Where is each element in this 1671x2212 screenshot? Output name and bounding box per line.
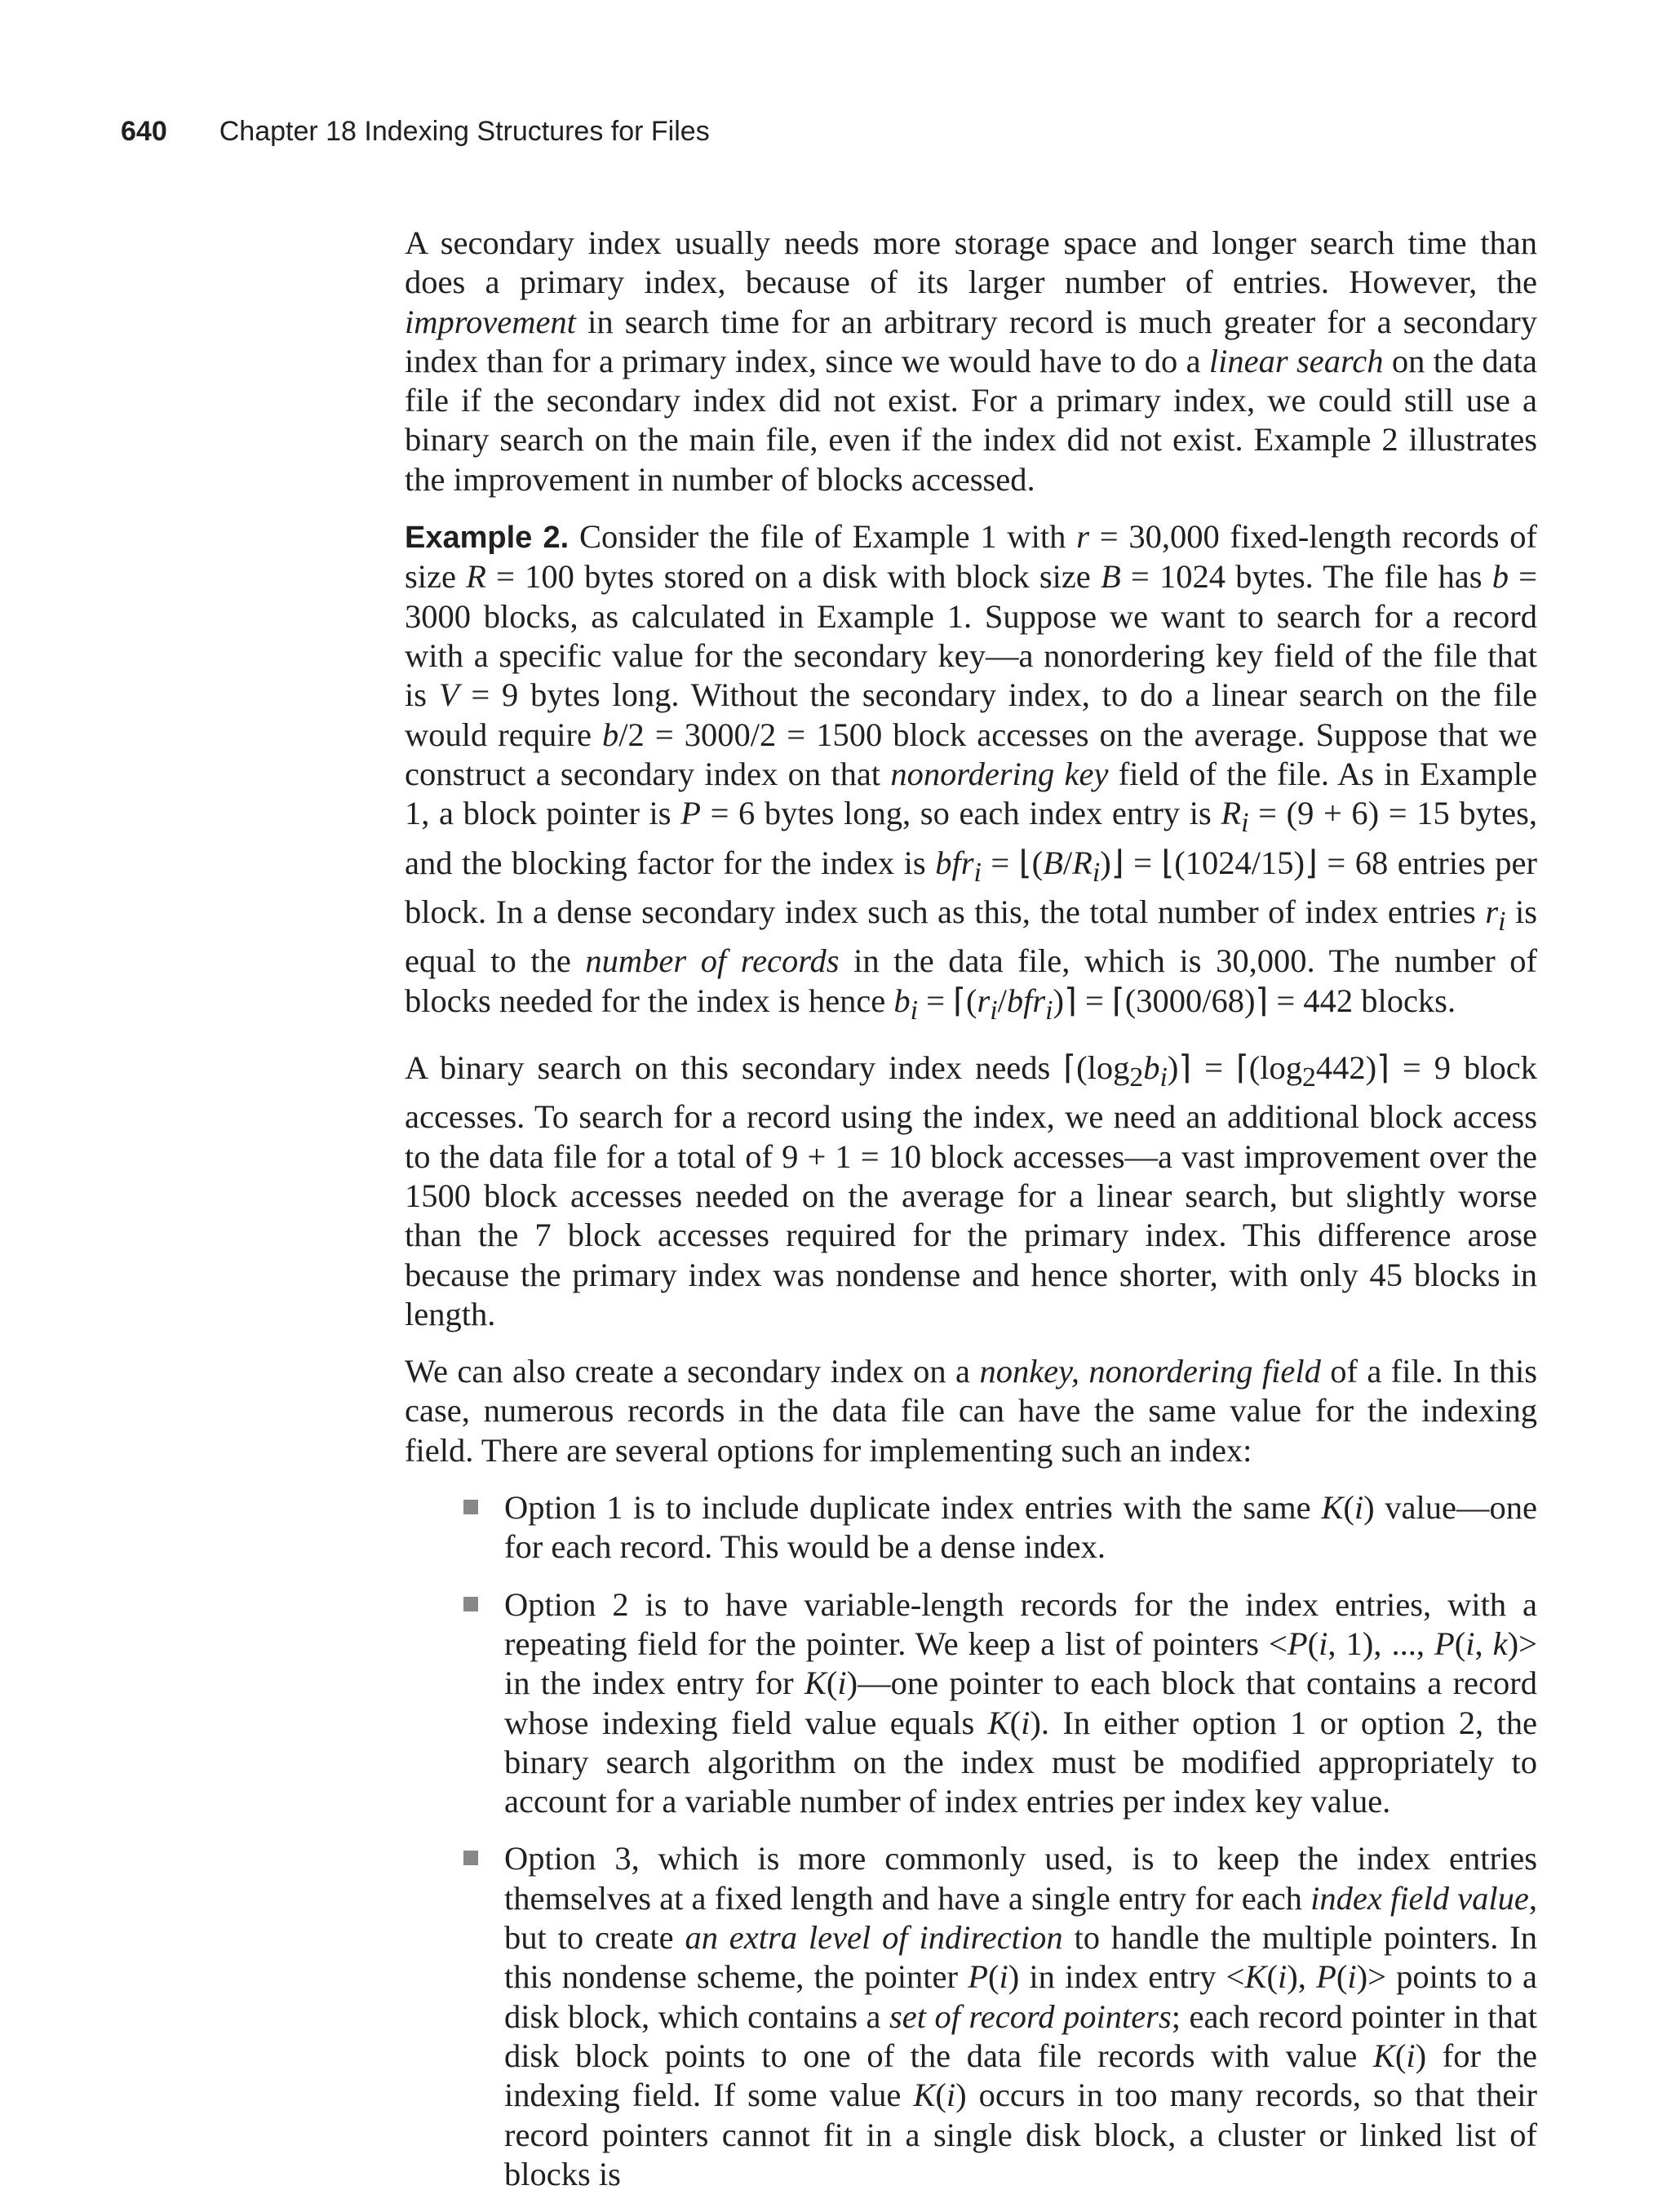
running-header (121, 116, 710, 148)
example-label: Example 2. (405, 521, 570, 556)
list-item-option-2: Option 2 is to have variable-length records for the index entries, with a repeating field for the pointer. We keep a list of pointers <P(i, 1), ..., P(i, k)> in the index entry for K(i)—one pointer to each block that contains a record whose indexing field value equals K(i). In either option 1 or option 2, the binary search algorithm on the index must be modified appropriately to account for a variable number of index entries per index key value. (504, 1585, 1537, 1822)
list-item-option-1: Option 1 is to include duplicate index entries with the same K(i) value—one for each record. This would be a dense index. (504, 1488, 1537, 1567)
chapter-title: Chapter 18 Indexing Structures for Files (219, 116, 710, 147)
options-list (405, 1488, 1537, 2194)
paragraph-nonkey-index: We can also create a secondary index on a nonkey, nonordering field of a file. In this case, numerous records in the data file can have the same value for the indexing field. There are several options for implementing such an index: (405, 1353, 1537, 1469)
page-number: 640 (121, 116, 167, 147)
paragraph-example-2: Example 2. Consider the file of Example 1 with r = 30,000 fixed-length records of size R = 100 bytes stored on a disk with block size B = 1024 bytes. The file has b = 3000 blocks, as calculated in Example 1. Suppose we want to search for a record with a specific value for the secondary key—a nonordering key field of the file that is V = 9 bytes long. Without the secondary index, to do a linear search on the file would require b/2 = 3000/2 = 1500 block accesses on the average. Suppose that we construct a secondary index on that nonordering key field of the file. As in Example 1, a block pointer is P = 6 bytes long, so each index entry is $R_i = (9 + 6) = 15$ bytes, and the blocking factor for the index is $bfr_i = ⌊(B/R_i)⌋$ = ⌊(1024/15)⌋ = 68 entries per block. In a dense secondary index such as this, the total number of index entries $r_i$ is equal to the number of records in the data file, which is 30,000. The number of blocks needed for the index is hence $b_i$ = $⌈(r_i/bfr_i)⌉$ = ⌈(3000/68)⌉ = 442 blocks. (405, 518, 1538, 1026)
paragraph-binary-search: A binary search on this secondary index needs $⌈(\log_2b_i)⌉$ = $⌈(\log_2442)⌉ = 9$ block accesses. To search for a record using the index, we need an additional block access to the data file for a total of 9 + 1 = 10 block accesses—a vast improvement over the 1500 block accesses needed on the average for a linear search, but slightly worse than the 7 block accesses required for the primary index. This difference arose because the primary index was nondense and hence shorter, with only 45 blocks in length. (405, 1049, 1537, 1332)
list-item-option-3: Option 3, which is more commonly used, is to keep the index entries themselves at a fixed length and have a single entry for each index field value, but to create an extra level of indirection to handle the multiple pointers. In this nondense scheme, the pointer P(i) in index entry <K(i), P(i)> points to a disk block, which contains a set of record pointers; each record pointer in that disk block points to one of the data file records with value K(i) for the indexing field. If some value K(i) occurs in too many records, so that their record pointers cannot fit in a single disk block, a cluster or linked list of blocks is (504, 1839, 1537, 2194)
paragraph-secondary-index-intro: A secondary index usually needs more storage space and longer search time than does a primary index, because of its larger number of entries. However, the improvement in search time for an arbitrary record is much greater for a secondary index than for a primary index, since we would have to do a linear search on the data file if the secondary index did not exist. For a primary index, we could still use a binary search on the main file, even if the index did not exist. Example 2 illustrates the improvement in number of blocks accessed. (405, 224, 1537, 498)
body-text (405, 224, 1537, 2212)
